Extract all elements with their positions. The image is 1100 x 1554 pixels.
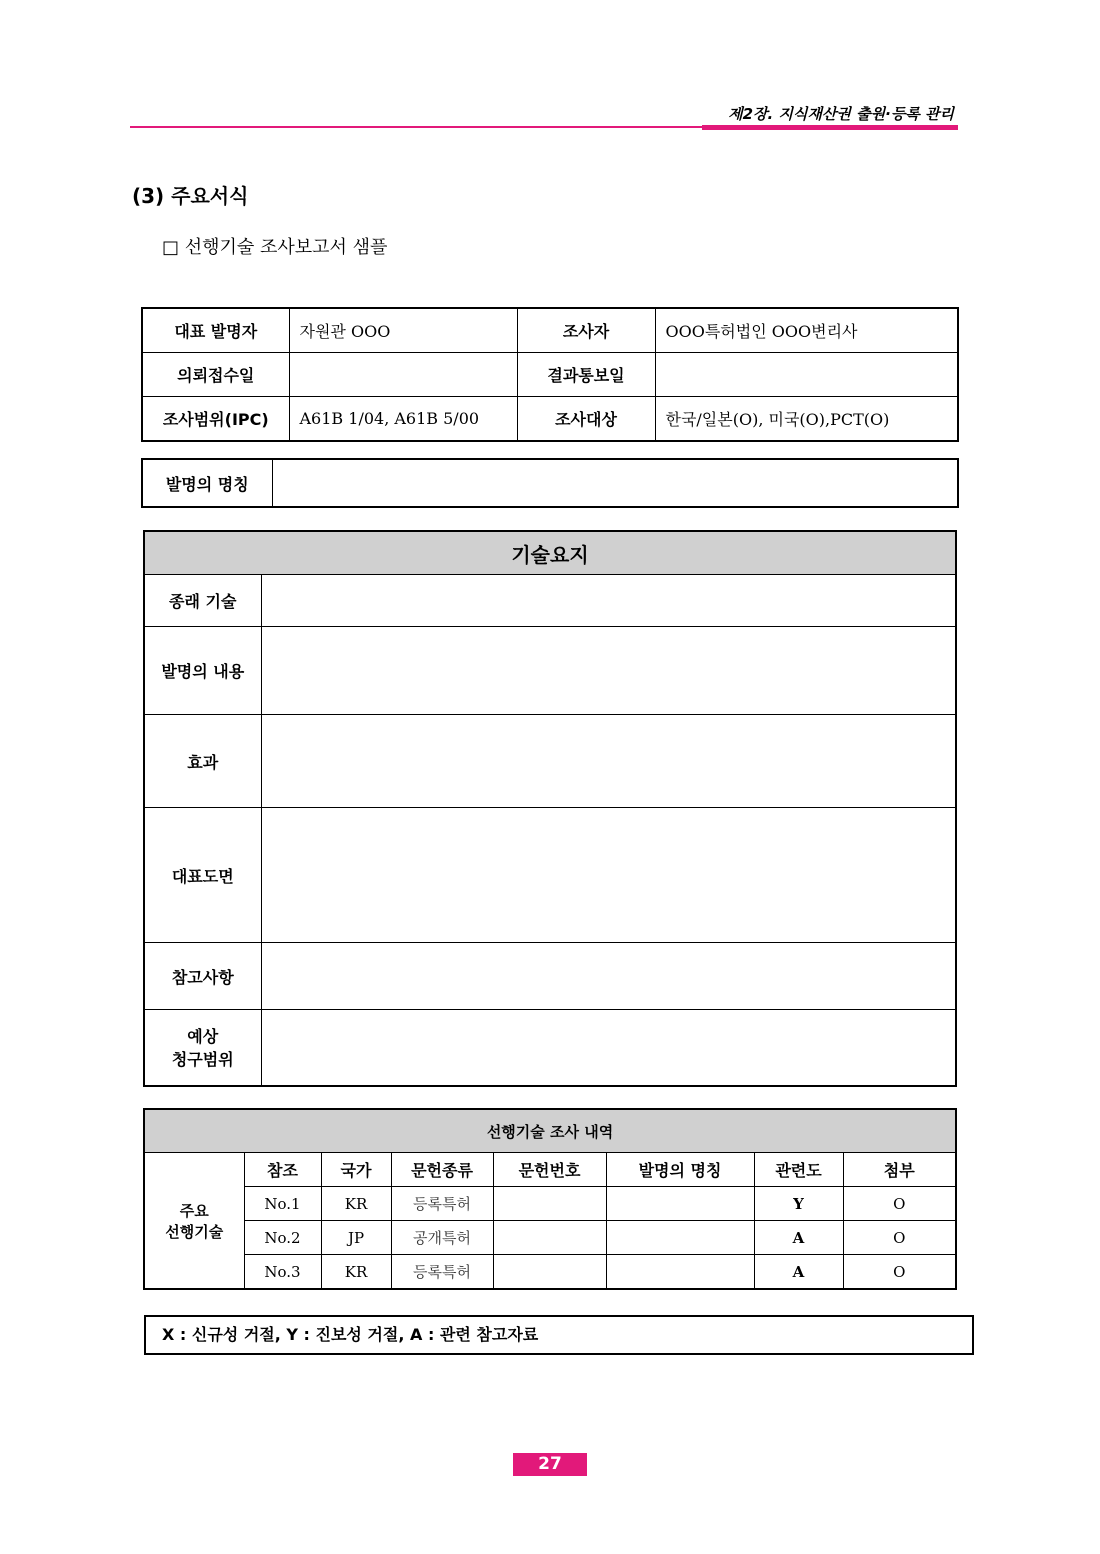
info-label: 대표 발명자 [142,308,289,353]
info-value[interactable] [655,353,958,397]
doc-number-cell[interactable] [493,1221,606,1255]
column-header: 문헌종류 [391,1153,493,1187]
table-row [142,353,958,397]
summary-label: 종래 기술 [144,575,261,627]
prior-art-row-label [144,1153,244,1290]
summary-value[interactable] [261,808,956,943]
table-row [142,459,958,507]
info-table [141,307,959,442]
summary-label-line: 예상 [187,1027,219,1047]
table-row [144,1255,956,1290]
invention-name-table [141,458,959,508]
country-cell: JP [321,1221,391,1255]
table-row [144,943,956,1010]
summary-value[interactable] [261,627,956,715]
info-value[interactable]: 한국/일본(O), 미국(O),PCT(O) [655,397,958,442]
summary-label: 참고사항 [144,943,261,1010]
table-row [142,397,958,442]
invention-name-label: 발명의 명칭 [142,459,272,507]
summary-label: 발명의 내용 [144,627,261,715]
summary-table [143,530,957,1087]
attachment-cell: O [843,1221,956,1255]
relevance-cell: Y [754,1187,843,1221]
info-value[interactable]: A61B 1/04, A61B 5/00 [289,397,517,442]
info-value[interactable] [289,353,517,397]
doc-number-cell[interactable] [493,1255,606,1290]
summary-value[interactable] [261,575,956,627]
doc-number-cell[interactable] [493,1187,606,1221]
table-row [144,627,956,715]
summary-value[interactable] [261,943,956,1010]
info-label: 조사대상 [517,397,655,442]
section-title: (3) 주요서식 [132,184,249,208]
doc-type-cell: 등록특허 [391,1255,493,1290]
summary-label [144,1010,261,1086]
info-value[interactable]: 자원관 OOO [289,308,517,353]
column-header: 국가 [321,1153,391,1187]
country-cell: KR [321,1255,391,1290]
ref-cell: No.1 [244,1187,321,1221]
chapter-title: 제2장. 지식재산권 출원·등록 관리 [728,105,954,123]
column-header: 참조 [244,1153,321,1187]
country-cell: KR [321,1187,391,1221]
column-header: 발명의 명칭 [606,1153,754,1187]
column-header: 관련도 [754,1153,843,1187]
invention-name-value[interactable] [272,459,958,507]
column-header: 첨부 [843,1153,956,1187]
ref-cell: No.3 [244,1255,321,1290]
column-header: 문헌번호 [493,1153,606,1187]
info-label: 의뢰접수일 [142,353,289,397]
ref-cell: No.2 [244,1221,321,1255]
table-row [144,575,956,627]
table-row [142,308,958,353]
info-label: 조사범위(IPC) [142,397,289,442]
relevance-cell: A [754,1255,843,1290]
row-label-line: 주요 [179,1201,209,1220]
table-row [144,715,956,808]
title-cell[interactable] [606,1221,754,1255]
title-cell[interactable] [606,1255,754,1290]
summary-value[interactable] [261,715,956,808]
title-cell[interactable] [606,1187,754,1221]
relevance-legend: X : 신규성 거절, Y : 진보성 거절, A : 관련 참고자료 [144,1315,974,1355]
summary-header: 기술요지 [144,531,956,575]
info-label: 조사자 [517,308,655,353]
page-number: 27 [513,1453,587,1476]
header-rule-accent [702,125,958,130]
info-value[interactable]: OOO특허법인 OOO변리사 [655,308,958,353]
row-label-line: 선행기술 [165,1222,224,1241]
table-row [144,1010,956,1086]
table-row [144,1187,956,1221]
relevance-cell: A [754,1221,843,1255]
table-row [144,808,956,943]
doc-type-cell: 등록특허 [391,1187,493,1221]
section-subtitle: □ 선행기술 조사보고서 샘플 [162,237,388,258]
attachment-cell: O [843,1187,956,1221]
summary-value[interactable] [261,1010,956,1086]
table-header-row [144,1153,956,1187]
doc-type-cell: 공개특허 [391,1221,493,1255]
prior-art-table [143,1108,957,1290]
summary-label-line: 청구범위 [171,1050,234,1070]
summary-label: 대표도면 [144,808,261,943]
prior-art-header: 선행기술 조사 내역 [144,1109,956,1153]
summary-label: 효과 [144,715,261,808]
attachment-cell: O [843,1255,956,1290]
info-label: 결과통보일 [517,353,655,397]
table-row [144,1221,956,1255]
